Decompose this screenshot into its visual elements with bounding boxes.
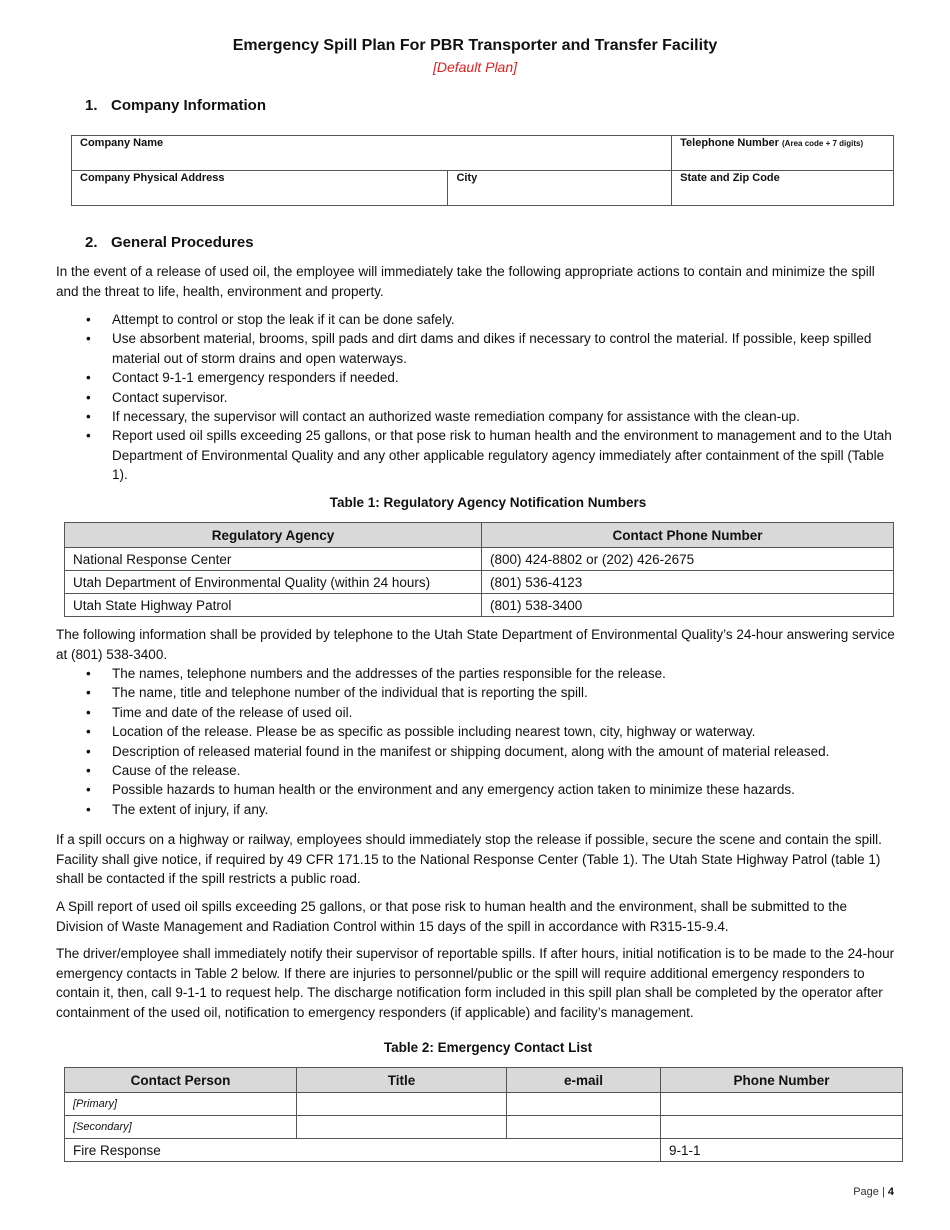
contact-email-cell[interactable] bbox=[507, 1093, 661, 1116]
bullet-icon: • bbox=[86, 724, 91, 740]
table-row bbox=[65, 571, 894, 594]
column-header: Title bbox=[297, 1068, 507, 1093]
table-row bbox=[65, 1116, 903, 1139]
section-1-heading bbox=[85, 97, 266, 114]
page-label: Page bbox=[853, 1186, 879, 1198]
page-separator: | bbox=[881, 1186, 885, 1198]
fire-response-label: Fire Response bbox=[65, 1139, 661, 1162]
contact-person-cell[interactable]: [Primary] bbox=[65, 1093, 297, 1116]
list-item: • The extent of injury, if any. bbox=[56, 800, 896, 819]
section-2-heading bbox=[85, 234, 254, 251]
bullet-icon: • bbox=[86, 685, 91, 701]
bullet-icon: • bbox=[86, 312, 91, 327]
company-info-table bbox=[71, 135, 894, 206]
city-label: City bbox=[456, 172, 478, 184]
bullet-icon: • bbox=[86, 370, 91, 386]
company-name-field[interactable] bbox=[72, 136, 672, 171]
contact-title-cell[interactable] bbox=[297, 1116, 507, 1139]
bullet-icon: • bbox=[86, 704, 91, 720]
address-field[interactable] bbox=[72, 171, 448, 206]
agency-name: Utah Department of Environmental Quality (within 24 hours) bbox=[65, 571, 482, 594]
list-item: • Use absorbent material, brooms, spill pads and dirt dams and dikes if necessary to control the material. If possible, keep spilled material out of storm drains and open waterways. bbox=[86, 331, 872, 366]
company-name-label: Company Name bbox=[80, 137, 164, 149]
section-1-title: Company Information bbox=[111, 97, 267, 114]
page-number: 4 bbox=[887, 1186, 894, 1198]
column-header: e-mail bbox=[507, 1068, 661, 1093]
column-header: Regulatory Agency bbox=[65, 523, 482, 548]
bullet-icon: • bbox=[86, 666, 91, 681]
contact-phone-cell[interactable] bbox=[661, 1093, 903, 1116]
page-footer bbox=[853, 1186, 894, 1198]
report-paragraph: A Spill report of used oil spills exceeding 25 gallons, or that pose risk to human health and the environment, shall be submitted to the Division of Waste Management and Radiation Control within 15 days of the spill in accordance with R315-15-9.4. bbox=[56, 899, 847, 934]
action-list bbox=[56, 310, 896, 485]
state-zip-field[interactable] bbox=[672, 171, 894, 206]
info-intro: The following information shall be provided by telephone to the Utah State Department of Environmental Quality’s 24-hour answering service at (801) 538-3400. bbox=[56, 627, 895, 662]
document-subtitle: [Default Plan] bbox=[432, 59, 518, 75]
contact-person-cell[interactable]: [Secondary] bbox=[65, 1116, 297, 1139]
emergency-contact-table bbox=[64, 1067, 903, 1162]
list-item: • Report used oil spills exceeding 25 gallons, or that pose risk to human health and the environment to management and to the Utah Department of Environmental Quality and any other applicable regulatory agency immediately after containment of the spill (Table 1). bbox=[86, 428, 892, 483]
bullet-icon: • bbox=[86, 763, 91, 779]
bullet-icon: • bbox=[86, 428, 91, 444]
table-2-caption: Table 2: Emergency Contact List bbox=[383, 1040, 593, 1055]
list-item: • Cause of the release. bbox=[56, 761, 896, 780]
list-item: • Contact 9-1-1 emergency responders if needed. bbox=[56, 368, 896, 387]
bullet-icon: • bbox=[86, 782, 91, 798]
agency-name: National Response Center bbox=[65, 548, 482, 571]
bullet-icon: • bbox=[86, 801, 91, 817]
section-1-number: 1. bbox=[85, 97, 98, 114]
list-item: • The name, title and telephone number of the individual that is reporting the spill. bbox=[56, 683, 896, 702]
table-row bbox=[65, 1139, 903, 1162]
info-list bbox=[56, 664, 896, 819]
table-row bbox=[65, 548, 894, 571]
telephone-note: (Area code + 7 digits) bbox=[782, 139, 864, 148]
agency-phone: (801) 536-4123 bbox=[482, 571, 894, 594]
contact-title-cell[interactable] bbox=[297, 1093, 507, 1116]
bullet-icon: • bbox=[86, 331, 91, 347]
table-1-caption: Table 1: Regulatory Agency Notification Numbers bbox=[329, 495, 647, 510]
agency-table bbox=[64, 522, 894, 617]
section-2-number: 2. bbox=[85, 234, 98, 251]
column-header: Contact Phone Number bbox=[482, 523, 894, 548]
highway-paragraph: If a spill occurs on a highway or railway, employees should immediately stop the release if possible, secure the scene and contain the spill. Facility shall give notice, if required by 49 CFR 171.15 to the National Response Center (Table 1). The Utah State Highway Patrol (table 1) shall be contacted if the spill restricts a public road. bbox=[56, 832, 882, 886]
list-item: • Attempt to control or stop the leak if it can be done safely. bbox=[56, 310, 896, 329]
list-item: • Location of the release. Please be as specific as possible including nearest town, city, highway or waterway. bbox=[56, 722, 896, 741]
table-row bbox=[65, 1093, 903, 1116]
telephone-label: Telephone Number bbox=[680, 137, 779, 149]
city-field[interactable] bbox=[448, 171, 672, 206]
state-zip-label: State and Zip Code bbox=[680, 172, 780, 184]
bullet-icon: • bbox=[86, 389, 91, 405]
contact-phone-cell[interactable] bbox=[661, 1116, 903, 1139]
procedures-intro: In the event of a release of used oil, the employee will immediately take the following appropriate actions to contain and minimize the spill and the threat to life, health, environment and property. bbox=[56, 264, 875, 299]
address-label: Company Physical Address bbox=[80, 172, 225, 184]
bullet-icon: • bbox=[86, 409, 91, 425]
list-item: • Contact supervisor. bbox=[56, 388, 896, 407]
column-header: Phone Number bbox=[661, 1068, 903, 1093]
list-item: • Time and date of the release of used oil. bbox=[56, 703, 896, 722]
list-item: • Possible hazards to human health or the environment and any emergency action taken to minimize these hazards. bbox=[56, 780, 896, 799]
agency-name: Utah State Highway Patrol bbox=[65, 594, 482, 617]
fire-response-phone: 9-1-1 bbox=[661, 1139, 903, 1162]
document-title: Emergency Spill Plan For PBR Transporter and Transfer Facility bbox=[232, 37, 718, 54]
list-item: • Description of released material found in the manifest or shipping document, along with the amount of material released. bbox=[56, 742, 896, 761]
column-header: Contact Person bbox=[65, 1068, 297, 1093]
list-item: • If necessary, the supervisor will contact an authorized waste remediation company for assistance with the clean-up. bbox=[56, 407, 896, 426]
list-item: • The names, telephone numbers and the addresses of the parties responsible for the release. bbox=[56, 664, 896, 683]
section-2-title: General Procedures bbox=[111, 234, 254, 251]
bullet-icon: • bbox=[86, 743, 91, 759]
table-row bbox=[65, 594, 894, 617]
agency-phone: (801) 538-3400 bbox=[482, 594, 894, 617]
agency-phone: (800) 424-8802 or (202) 426-2675 bbox=[482, 548, 894, 571]
telephone-field[interactable] bbox=[672, 136, 894, 171]
driver-paragraph: The driver/employee shall immediately notify their supervisor of reportable spills. If after hours, initial notification is to be made to the 24-hour emergency contacts in Table 2 below. If there are injuries to personnel/public or the spill will require additional emergency responders to contain it, then, call 9-1-1 to request help. The discharge notification form included in this spill plan shall be completed by the operator after containment of the used oil, notification to emergency responders (if applicable) and facility’s management. bbox=[56, 946, 895, 1020]
contact-email-cell[interactable] bbox=[507, 1116, 661, 1139]
